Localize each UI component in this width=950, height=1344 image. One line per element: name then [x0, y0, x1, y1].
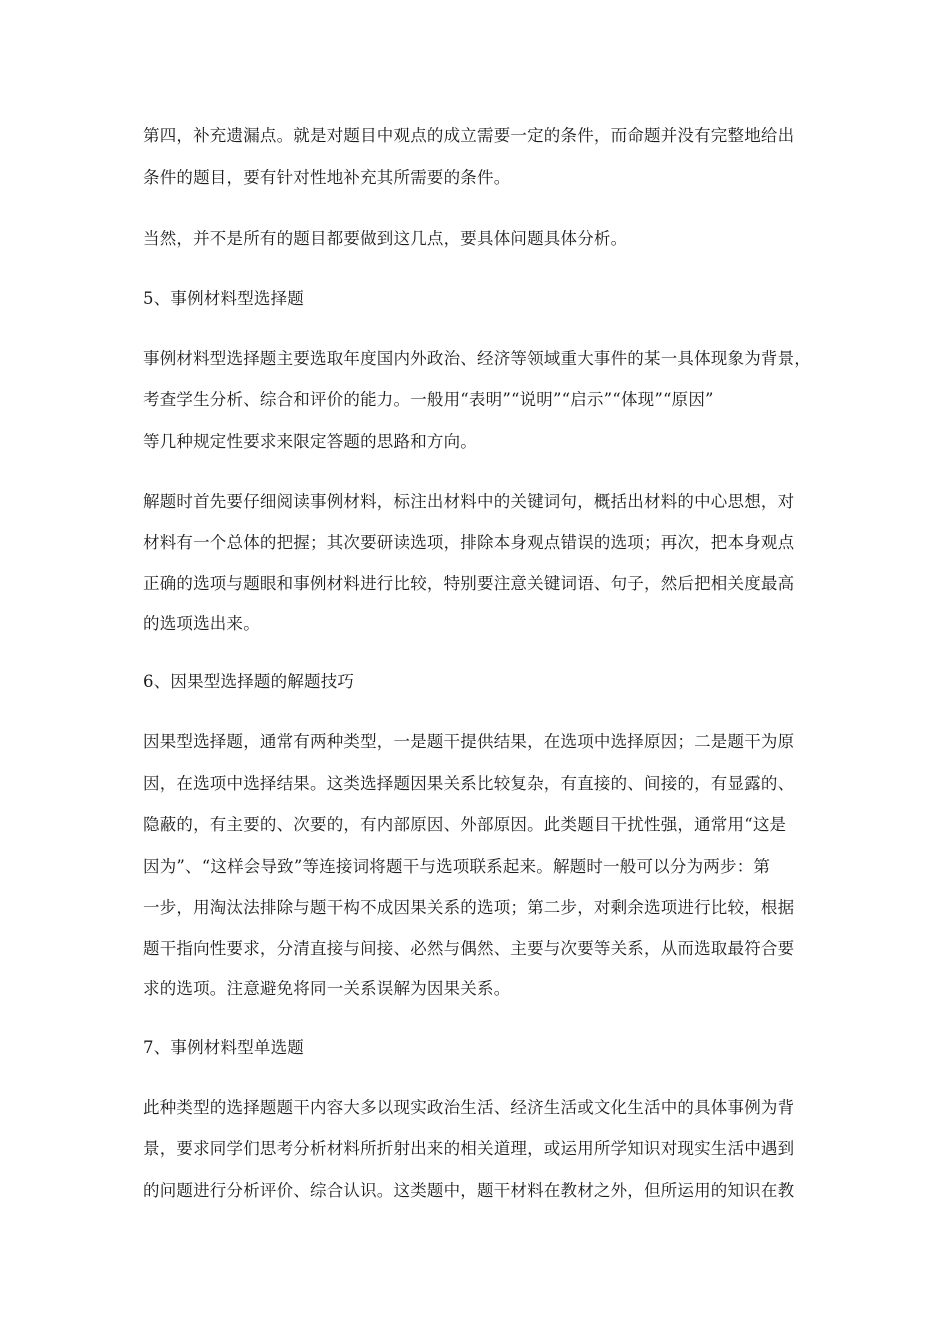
paragraph-line: 因果型选择题，通常有两种类型，一是题干提供结果，在选项中选择原因；二是题干为原 [143, 732, 795, 751]
section-heading-6: 6、因果型选择题的解题技巧 [143, 672, 355, 691]
paragraph-line: 此种类型的选择题题干内容大多以现实政治生活、经济生活或文化生活中的具体事例为背 [143, 1098, 795, 1117]
paragraph-line: 当然，并不是所有的题目都要做到这几点，要具体问题具体分析。 [143, 229, 628, 248]
section-heading-5: 5、事例材料型选择题 [143, 289, 304, 308]
paragraph-line: 的问题进行分析评价、综合认识。这类题中，题干材料在教材之外，但所运用的知识在教 [143, 1181, 795, 1200]
paragraph-line: 景，要求同学们思考分析材料所折射出来的相关道理，或运用所学知识对现实生活中遇到 [143, 1139, 795, 1158]
paragraph-line: 等几种规定性要求来限定答题的思路和方向。 [143, 432, 477, 451]
paragraph-line: 求的选项。注意避免将同一关系误解为因果关系。 [143, 979, 511, 998]
paragraph-line: 事例材料型选择题主要选取年度国内外政治、经济等领域重大事件的某一具体现象为背景， [143, 349, 811, 368]
paragraph-line: 因为”、“这样会导致”等连接词将题干与选项联系起来。解题时一般可以分为两步：第 [143, 857, 771, 876]
paragraph-line: 第四，补充遗漏点。就是对题目中观点的成立需要一定的条件，而命题并没有完整地给出 [143, 126, 795, 145]
paragraph-line: 隐蔽的，有主要的、次要的，有内部原因、外部原因。此类题目干扰性强，通常用“这是 [143, 815, 787, 834]
paragraph-line: 正确的选项与题眼和事例材料进行比较，特别要注意关键词语、句子，然后把相关度最高 [143, 574, 795, 593]
paragraph-line: 材料有一个总体的把握；其次要研读选项，排除本身观点错误的选项；再次，把本身观点 [143, 533, 795, 552]
paragraph-line: 的选项选出来。 [143, 614, 260, 633]
section-heading-7: 7、事例材料型单选题 [143, 1038, 304, 1057]
paragraph-line: 条件的题目，要有针对性地补充其所需要的条件。 [143, 168, 511, 187]
paragraph-line: 题干指向性要求，分清直接与间接、必然与偶然、主要与次要等关系，从而选取最符合要 [143, 939, 795, 958]
paragraph-line: 解题时首先要仔细阅读事例材料，标注出材料中的关键词句，概括出材料的中心思想，对 [143, 492, 795, 511]
paragraph-line: 因，在选项中选择结果。这类选择题因果关系比较复杂，有直接的、间接的，有显露的、 [143, 774, 795, 793]
paragraph-line: 考查学生分析、综合和评价的能力。一般用“表明”“说明”“启示”“体现”“原因” [143, 390, 714, 409]
paragraph-line: 一步，用淘汰法排除与题干构不成因果关系的选项；第二步，对剩余选项进行比较，根据 [143, 898, 795, 917]
